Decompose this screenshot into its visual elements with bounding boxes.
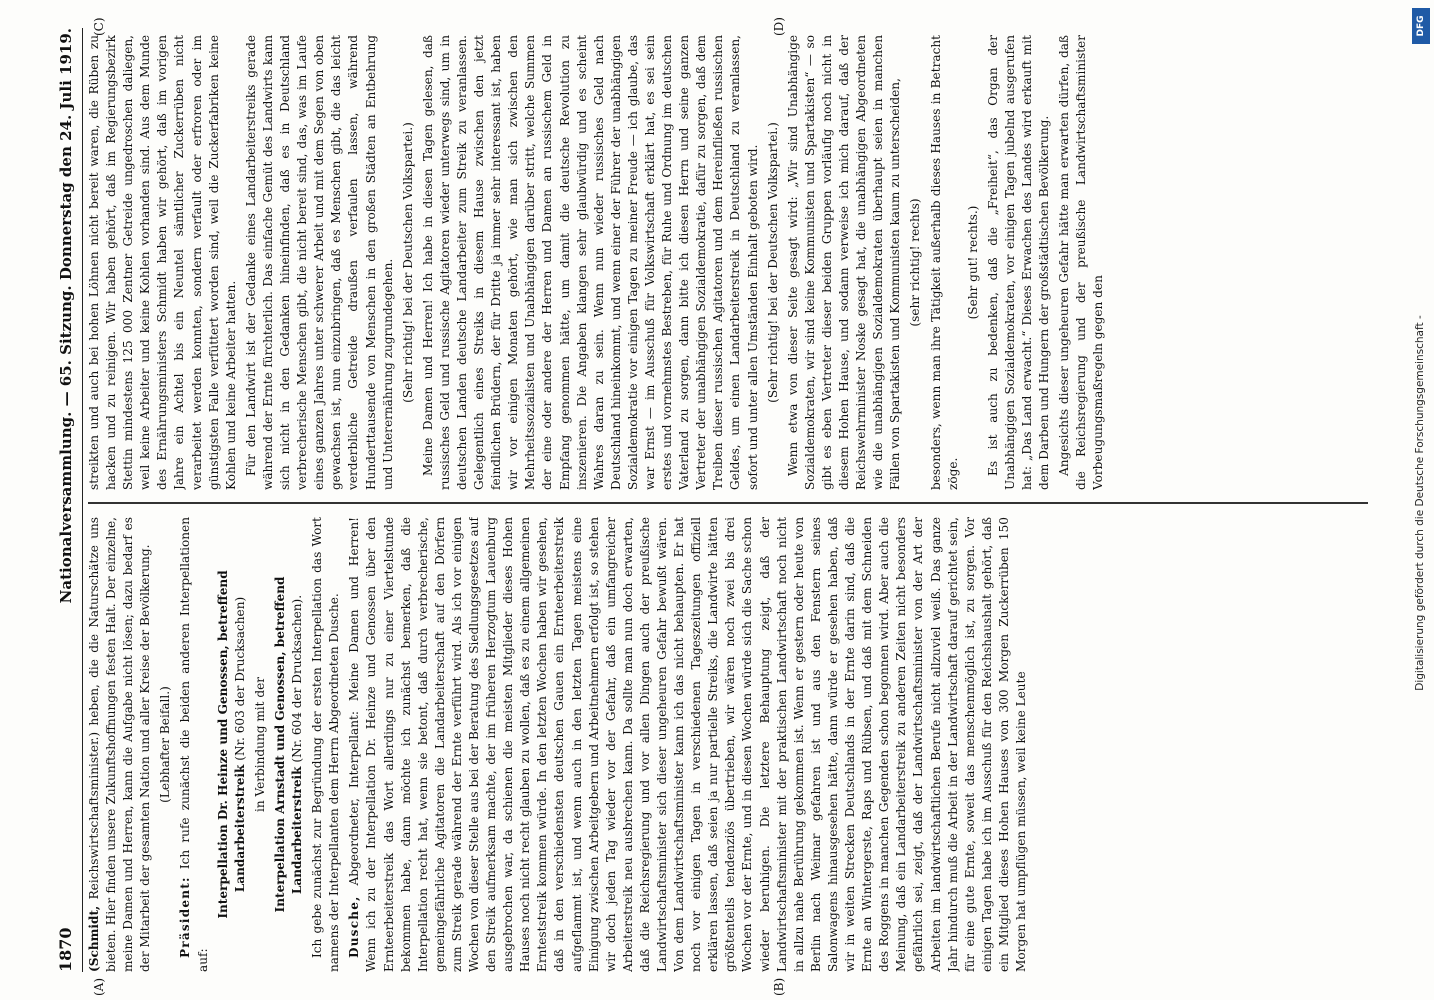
paragraph-text: Ich gebe zunächst zur Begründung der ersten Interpellation das Wort namens der Interpellanten dem Herrn Abgeordneten Dusche. bbox=[310, 517, 342, 972]
reaction: (Sehr richtig! bei der Deutschen Volkspartei.) bbox=[765, 122, 780, 403]
interpellation-name: Interpellation Dr. Heinze und Genossen, betreffend Landarbeiterstreik bbox=[215, 570, 247, 919]
paragraph bbox=[346, 517, 1030, 972]
page-number: 1870 bbox=[56, 927, 75, 972]
connector: in Verbindung mit der bbox=[252, 676, 267, 813]
logo-text: DFG bbox=[1416, 15, 1426, 37]
column-divider bbox=[88, 503, 1368, 505]
paragraph-text: Angesichts dieser ungeheuren Gefahr hätte man erwarten dürfen, daß die Reichsregierung und der preußische Landwirtschaftsminister Vorbeugungsmaßregeln gegen den bbox=[1057, 35, 1106, 490]
paragraph bbox=[177, 517, 211, 972]
digitization-credit bbox=[1408, 8, 1432, 998]
paragraph-text: Es ist auch zu bedenken, daß die „Freiheit“, das Organ der Unabhängigen Sozialdemokraten, vor einigen Tagen jubelnd ausgerufen hat: „Das Land erwacht.“ Dieses Erwachen des Landes wird erkauft mit dem Darben und Hungern der großstädtischen Bevölkerung. bbox=[985, 35, 1052, 490]
page-title: Nationalversammlung. — 65. Sitzung. Donnerstag den 24. Juli 1919. bbox=[57, 28, 75, 604]
margin-mark-d: (D) bbox=[772, 17, 786, 36]
paragraph-text: heben, die die Naturschätze uns bieten. Hier finden unsere Zukunftshoffnungen festen Halt. Der einzelne, meine Damen und Herren, kann die Aufgabe nicht lösen; dazu bedarf es der Mitarbeit der gesamten Nation und aller Kreise der Bevölkerung. bbox=[87, 517, 153, 972]
paragraph-text: Meine Damen und Herren! Ich habe in diesen Tagen gelesen, daß russisches Geld und russische Agitatoren wieder unterwegs sind, um in deutschen Landen deutsche Landarbeiter zum Streik zu veranlassen. Gelegentlich eines Streiks in diesem Hause zwischen den jetzt feindlichen Brüdern, der für Dritte ja immer sehr interessant ist, haben wir vor einigen Monaten gehört, wie man sich zwischen den Mehrheitssozialisten und Unabhängigen darüber stritt, welche Summen der eine oder andere der Herren und Damen an russischem Geld in Empfang genommen hätte, um damit die deutsche Revolution zu inszenieren. Die Angaben klangen sehr glaubwürdig und es scheint Wahres daran zu sein. Wenn nun wieder russisches Geld nach Deutschland hineinkommt, und wenn einer der Führer der unabhängigen Sozialdemokratie vor einigen Tagen zu meiner Freude — ich glaube, das war Ernst — im Ausschuß für Volkswirtschaft erklärt hat, es sei sein erstes und vornehmstes Bestreben, für Ruhe und Ordnung im deutschen Vaterland zu sorgen, dann bitte ich diesen Herrn und seine ganzen Vertreter der unabhängigen Sozialdemokratie, dafür zu sorgen, daß dem Treiben dieser russischen Agitatoren und dem Hereinfließen russischen Geldes, um einen Landarbeiterstreik in Deutschland zu veranlassen, sofort und unter allen Umständen Einhalt geboten wird. bbox=[420, 35, 760, 490]
paragraph-text: besonders, wenn man ihre Tätigkeit außerhalb dieses Hauses in Betracht zöge. bbox=[928, 35, 960, 490]
paragraph-text: Für den Landwirt ist der Gedanke eines Landarbeiterstreiks gerade während der Ernte fürchterlich. Das einfache Gemüt des Landwirts kann sich nicht in den Gedanken hineinfinden, daß es in Deutschland verbrecherische Menschen gibt, die nicht bereit sind, das, was im Laufe eines ganzen Jahres unter schwerer Arbeit und mit dem Segen von oben gewachsen ist, nun einzubringen, daß es Menschen gibt, die das leicht verderbliche Getreide draußen verfaulen lassen, während Hunderttausende von Menschen in den großen Städten an Entbehrung und Unterernährung zugrundegehen. bbox=[243, 35, 395, 490]
paragraph-text: Ich rufe zunächst die beiden anderen Interpellationen auf: bbox=[178, 517, 210, 972]
interpellation-ref: (Nr. 604 der Drucksachen). bbox=[290, 594, 305, 763]
interpellation-title bbox=[215, 517, 249, 972]
margin-mark-a: (A) bbox=[92, 977, 106, 996]
paragraph-text: Wenn etwa von dieser Seite gesagt wird: „Wir sind Unabhängige Sozialdemokraten, wir sind keine Kommunisten und Spartakisten“ — so gibt es eben Vertreter dieser beiden Gruppen vorläufig noch nicht in diesem Hohen Hause, und sodann verweise ich mich darauf, daß der Reichswehrminister Noske gesagt hat, die unabhängigen Abgeordneten wie die unabhängigen Sozialdemokraten überhaupt seien in manchen Fällen von Spartakisten und Kommunisten kaum zu unterscheiden, bbox=[785, 35, 903, 490]
reaction: (Sehr gut! rechts.) bbox=[965, 205, 980, 320]
credit-text: Digitalisierung gefördert durch die Deutsche Forschungsgemeinschaft - bbox=[1414, 315, 1426, 691]
speaker-role: Reichswirtschaftsminister.) bbox=[87, 731, 101, 900]
paragraph-text: streikten und auch bei hohen Löhnen nicht bereit waren, die Rüben zu hacken und zu reinigen. Wir haben gehört, daß im Regierungsbezirk Stettin mindestens 125 000 Zentner Getreide ungedroschen daliegen, weil keine Arbeiter und keine Kohlen vorhanden sind. Aus dem Munde des Ernährungsministers Schmidt haben wir gehört, daß im vorigen Jahre ein Achtel bis ein Neuntel sämtlicher Zuckerrüben nicht verarbeitet werden konnten, sondern verfault oder erfroren oder im günstigsten Falle verfüttert worden sind, weil die Zuckerfabriken keine Kohlen und keine Arbeiter hatten. bbox=[87, 35, 238, 490]
reaction: (Sehr richtig! bei der Deutschen Volkspartei.) bbox=[400, 122, 415, 403]
page-header bbox=[56, 28, 83, 972]
right-column bbox=[86, 35, 1371, 490]
paragraph bbox=[86, 517, 154, 972]
margin-mark-b: (B) bbox=[772, 977, 786, 996]
margin-mark-c: (C) bbox=[92, 17, 106, 36]
interpellation-name: Interpellation Arnstadt und Genossen, betreffend Landarbeiterstreik bbox=[272, 576, 305, 913]
reaction: (Lebhafter Beifall.) bbox=[158, 686, 173, 803]
paragraph-text: Abgeordneter, Interpellant: Meine Damen und Herren! Wenn ich zu der Interpellation Dr. Heinze und Genossen über den Ernteerbeiterstreik das Wort allerdings nur zu einer Viertelstunde bekommen habe, dann möchte ich zunächst bemerken, daß die Interpellation recht hat, wenn sie betont, daß durch verbrecherische, gemeingefährliche Agitatoren die Landarbeiterschaft auf den Dörfern zum Streik gerade während der Ernte verführt wird. Als ich vor einigen Wochen von dieser Stelle aus bei der Beratung des Siedlungsgesetzes auf den Streik aufmerksam machte, der im früheren Herzogtum Lauenburg ausgebrochen war, da schienen die meisten Mitglieder dieses Hohen Hauses noch nicht recht glauben zu wollen, daß es zu einem allgemeinen Ernteststreik kommen würde. In den letzten Wochen haben wir gesehen, daß in den verschiedensten deutschen Gauen ein Ernteerbeiterstreik aufgeflammt ist, und wenn auch in den letzten Tagen meistens eine Einigung zwischen Arbeitgebern und Arbeitnehmern erfolgt ist, so stehen wir doch jeden Tag wieder vor der Gefahr, daß ein umfangreicher Arbeiterstreik neu ausbrechen kann. Da sollte man nun doch erwarten, daß die Reichsregierung und vor allen Dingen auch der preußische Landwirtschaftsminister sich dieser ungeheuren Gefahr bewußt wären. Von dem Landwirtschaftsminister kann ich das nicht behaupten. Er hat noch vor einigen Tagen in verschiedenen Tageszeitungen offiziell erklären lassen, daß seien ja nur partielle Streiks, die Landwirte hätten größtenteils tendenziös übertrieben, wir wären noch zwei bis drei Wochen vor der Ernte, und in diesen Wochen würde sich die Sache schon wieder beruhigen. Die letztere Behauptung zeigt, daß der Landwirtschaftsminister mit der praktischen Landwirtschaft noch nicht in allzu nahe Berührung gekommen ist. Wenn er gestern oder heute von Berlin nach Weimar gefahren ist und aus den Fenstern seines Salonwagens hinausgesehen hätte, dann würde er gesehen haben, daß wir in weiten Strecken Deutschlands in der Ernte darin sind, daß die Ernte an Wintergerste, Raps und Rübsen, und daß mit dem Schneiden des Roggens in manchen Gegenden schon begonnen wird. Aber auch die Meinung, daß ein Landarbeiterstreik zu anderen Zeiten nicht besonders gefährlich sei, zeigt, daß der Landwirtschaftsminister von der Art der Arbeiten im landwirtschaftlichen Berufe nicht allzuviel weiß. Das ganze Jahr hindurch muß die Arbeit in der Landwirtschaft darauf gerichtet sein, für eine gute Ernte, soweit das menschenmöglich ist, zu sorgen. Vor einigen Tagen habe ich im Ausschuß für den Reichshaushalt gehört, daß ein Mitglied dieses Hohen Hauses von 300 Morgen Zuckerrüben 150 Morgen hat umpflügen müssen, weil keine Leute bbox=[347, 517, 1028, 972]
interpellation-ref: (Nr. 603 der Drucksachen) bbox=[232, 596, 247, 761]
interpellation-title bbox=[272, 517, 306, 972]
speaker-name: (Schmidt, bbox=[87, 905, 101, 972]
reaction: (sehr richtig! rechts) bbox=[908, 198, 923, 327]
speaker-name: Präsident: bbox=[178, 876, 193, 958]
rotated-sheet bbox=[52, 17, 1382, 996]
speaker-name: Dusche, bbox=[347, 895, 362, 958]
left-column bbox=[86, 517, 1371, 972]
